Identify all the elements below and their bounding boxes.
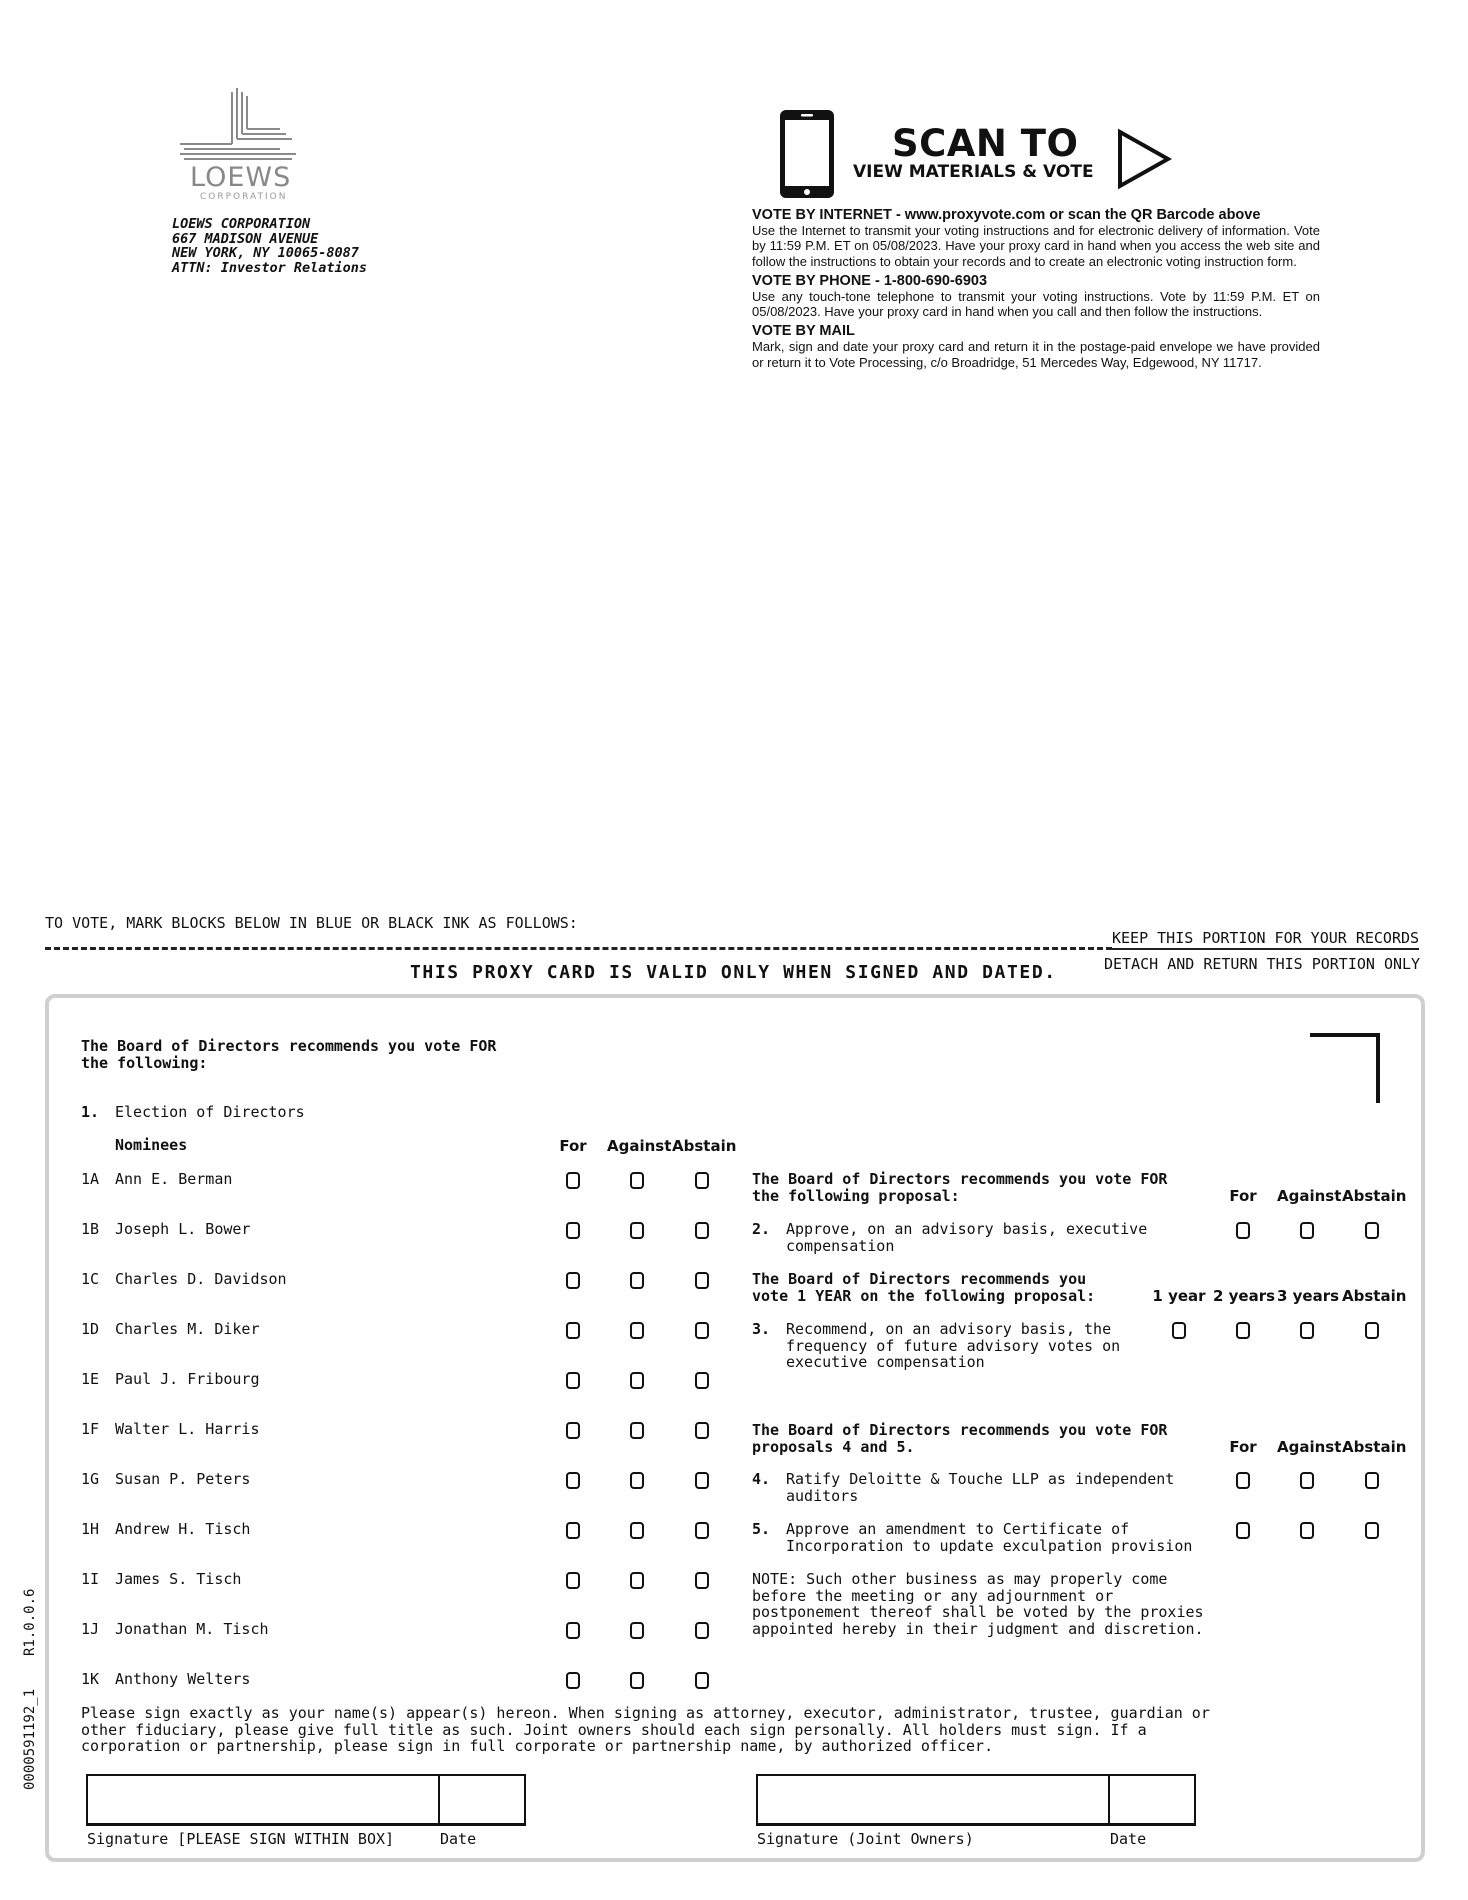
nominee-code: 1F: [81, 1420, 100, 1438]
recommendation-line: The Board of Directors recommends you vote FOR: [752, 1421, 1168, 1439]
nominee-name: Joseph L. Bower: [115, 1220, 251, 1238]
company-logo: [176, 88, 300, 204]
nominee-for-checkbox[interactable]: [566, 1272, 580, 1289]
date-box[interactable]: [438, 1774, 526, 1826]
left-recommendation: [81, 1038, 496, 1071]
p4-abstain-checkbox[interactable]: [1365, 1472, 1379, 1489]
note-line: appointed hereby in their judgment and discretion.: [752, 1619, 1204, 1638]
p45-col-against: Against: [1277, 1438, 1342, 1456]
nominee-for-checkbox[interactable]: [566, 1572, 580, 1589]
proposal-line: compensation: [786, 1236, 895, 1255]
nominee-code: 1G: [81, 1470, 100, 1488]
proposal-line: Ratify Deloitte & Touche LLP as independent: [786, 1470, 1175, 1488]
nominee-code: 1A: [81, 1170, 100, 1188]
nominee-against-checkbox[interactable]: [630, 1672, 644, 1689]
corner-mark: [1310, 1033, 1380, 1103]
joint-date-box[interactable]: [1108, 1774, 1196, 1826]
vote-phone-heading: VOTE BY PHONE - 1-800-690-6903: [752, 272, 988, 289]
recommendation-line: The Board of Directors recommends you vote FOR: [81, 1037, 497, 1055]
proposal-line: frequency of future advisory votes on: [786, 1336, 1121, 1355]
p3-col-abstain: Abstain: [1342, 1287, 1407, 1305]
nominee-code: 1K: [81, 1670, 100, 1688]
p3-col-2years: 2 years: [1213, 1287, 1276, 1305]
p4-text: [786, 1471, 1174, 1504]
nominees-heading: Nominees: [115, 1136, 188, 1154]
recommendation-line: proposals 4 and 5.: [752, 1437, 915, 1456]
proposal-line: auditors: [786, 1486, 859, 1505]
p5-number: 5.: [752, 1520, 771, 1538]
p5-against-checkbox[interactable]: [1300, 1522, 1314, 1539]
rec2: [752, 1171, 1167, 1204]
p2-col-for: For: [1229, 1187, 1257, 1205]
p3-number: 3.: [752, 1320, 771, 1338]
proposal-line: Recommend, on an advisory basis, the: [786, 1320, 1112, 1338]
p2-abstain-checkbox[interactable]: [1365, 1222, 1379, 1239]
recommendation-line: the following:: [81, 1053, 208, 1072]
nominee-code: 1E: [81, 1370, 100, 1388]
col-abstain: Abstain: [672, 1137, 737, 1155]
p4-for-checkbox[interactable]: [1236, 1472, 1250, 1489]
p3-abstain-checkbox[interactable]: [1365, 1322, 1379, 1339]
vote-phone-text: Use any touch-tone telephone to transmit your voting instructions. Vote by 11:59 P.M. ET on 05/08/2023. Have your proxy card in hand when you call and then follow the instructions.: [752, 288, 1320, 320]
nominee-abstain-checkbox[interactable]: [695, 1522, 709, 1539]
p2-number: 2.: [752, 1220, 771, 1238]
p3-1year-checkbox[interactable]: [1172, 1322, 1186, 1339]
note-line: before the meeting or any adjournment or: [752, 1586, 1114, 1605]
p4-against-checkbox[interactable]: [1300, 1472, 1314, 1489]
nominee-name: Paul J. Fribourg: [115, 1370, 260, 1388]
nominee-code: 1C: [81, 1270, 100, 1288]
detach-line: [45, 947, 1112, 950]
note-line: NOTE: Such other business as may properly come: [752, 1570, 1168, 1588]
nominee-name: Charles D. Davidson: [115, 1270, 287, 1288]
note-line: postponement thereof shall be voted by the proxies: [752, 1603, 1204, 1621]
rec3: [752, 1271, 1095, 1304]
nominee-code: 1I: [81, 1570, 100, 1588]
nominee-abstain-checkbox[interactable]: [695, 1272, 709, 1289]
joint-signature-label: Signature (Joint Owners): [757, 1830, 974, 1848]
p2-against-checkbox[interactable]: [1300, 1222, 1314, 1239]
vote-internet-heading: VOTE BY INTERNET - www.proxyvote.com or scan the QR Barcode above: [752, 207, 1261, 223]
nominee-for-checkbox[interactable]: [566, 1672, 580, 1689]
nominee-for-checkbox[interactable]: [566, 1422, 580, 1439]
nominee-for-checkbox[interactable]: [566, 1222, 580, 1239]
nominee-for-checkbox[interactable]: [566, 1472, 580, 1489]
p3-2years-checkbox[interactable]: [1236, 1322, 1250, 1339]
side-code-version: R1.0.0.6: [22, 1588, 38, 1656]
p2-for-checkbox[interactable]: [1236, 1222, 1250, 1239]
p3-text: [786, 1321, 1120, 1371]
item1-label: Election of Directors: [115, 1103, 305, 1121]
address-line: ATTN: Investor Relations: [172, 259, 368, 276]
nominee-code: 1J: [81, 1620, 100, 1638]
joint-signature-box[interactable]: [756, 1774, 1110, 1826]
nominee-against-checkbox[interactable]: [630, 1272, 644, 1289]
nominee-for-checkbox[interactable]: [566, 1372, 580, 1389]
vote-instructions: TO VOTE, MARK BLOCKS BELOW IN BLUE OR BLACK INK AS FOLLOWS:: [45, 914, 578, 932]
valid-note: THIS PROXY CARD IS VALID ONLY WHEN SIGNED AND DATED.: [410, 962, 1057, 983]
note: [752, 1571, 1204, 1637]
nominee-abstain-checkbox[interactable]: [695, 1572, 709, 1589]
vote-mail-text: Mark, sign and date your proxy card and return it in the postage-paid envelope we have provided or return it to Vote Processing, c/o Broadridge, 51 Mercedes Way, Edgewood, NY 11717.: [752, 339, 1320, 370]
nominee-for-checkbox[interactable]: [566, 1522, 580, 1539]
proposal-line: Incorporation to update exculpation provision: [786, 1536, 1193, 1555]
p4-number: 4.: [752, 1470, 771, 1488]
signature-label: Signature [PLEASE SIGN WITHIN BOX]: [87, 1830, 395, 1848]
nominee-abstain-checkbox[interactable]: [695, 1322, 709, 1339]
p5-abstain-checkbox[interactable]: [1365, 1522, 1379, 1539]
nominee-against-checkbox[interactable]: [630, 1222, 644, 1239]
nominee-against-checkbox[interactable]: [630, 1422, 644, 1439]
joint-date-label: Date: [1110, 1830, 1147, 1848]
nominee-against-checkbox[interactable]: [630, 1172, 644, 1189]
company-address: [172, 217, 367, 275]
p5-text: [786, 1521, 1192, 1554]
nominee-name: James S. Tisch: [115, 1570, 242, 1588]
loews-logo-mark: [176, 88, 300, 166]
address-line: NEW YORK, NY 10065-8087: [172, 245, 359, 261]
nominee-name: Andrew H. Tisch: [115, 1520, 251, 1538]
nominee-name: Anthony Welters: [115, 1670, 251, 1688]
p3-col-3years: 3 years: [1277, 1287, 1340, 1305]
p3-3years-checkbox[interactable]: [1300, 1322, 1314, 1339]
scan-title: SCAN TO: [892, 122, 1079, 165]
logo-name: LOEWS: [190, 162, 292, 193]
nominee-against-checkbox[interactable]: [630, 1622, 644, 1639]
item1-number: 1.: [81, 1103, 100, 1121]
nominee-code: 1B: [81, 1220, 100, 1238]
date-label: Date: [440, 1830, 477, 1848]
nominee-code: 1H: [81, 1520, 100, 1538]
p45-col-abstain: Abstain: [1342, 1438, 1407, 1456]
nominee-abstain-checkbox[interactable]: [695, 1672, 709, 1689]
nominee-against-checkbox[interactable]: [630, 1522, 644, 1539]
recommendation-line: The Board of Directors recommends you: [752, 1270, 1087, 1288]
sign-instruction-line: corporation or partnership, please sign in full corporate or partnership name, by authorized officer.: [81, 1737, 994, 1755]
col-against: Against: [607, 1137, 672, 1155]
vote-mail-heading: VOTE BY MAIL: [752, 323, 855, 340]
recommendation-line: The Board of Directors recommends you vote FOR: [752, 1170, 1168, 1188]
nominee-name: Ann E. Berman: [115, 1170, 233, 1188]
play-arrow-icon: [1116, 128, 1172, 195]
nominee-for-checkbox[interactable]: [566, 1322, 580, 1339]
rec45: [752, 1422, 1167, 1455]
nominee-abstain-checkbox[interactable]: [695, 1472, 709, 1489]
nominee-abstain-checkbox[interactable]: [695, 1222, 709, 1239]
side-code-job: 0000591192_1: [22, 1688, 38, 1790]
nominee-against-checkbox[interactable]: [630, 1372, 644, 1389]
p2-text: [786, 1221, 1147, 1254]
scan-subtitle: VIEW MATERIALS & VOTE: [853, 162, 1094, 182]
nominee-against-checkbox[interactable]: [630, 1572, 644, 1589]
nominee-abstain-checkbox[interactable]: [695, 1422, 709, 1439]
nominee-abstain-checkbox[interactable]: [695, 1172, 709, 1189]
proposal-line: Approve, on an advisory basis, executive: [786, 1220, 1148, 1238]
keep-portion-label: KEEP THIS PORTION FOR YOUR RECORDS: [1112, 929, 1419, 950]
logo-subtitle: CORPORATION: [200, 192, 288, 202]
nominee-abstain-checkbox[interactable]: [695, 1372, 709, 1389]
nominee-name: Jonathan M. Tisch: [115, 1620, 269, 1638]
address-line: LOEWS CORPORATION: [172, 216, 311, 232]
voting-instructions: [752, 207, 1320, 370]
nominee-name: Walter L. Harris: [115, 1420, 260, 1438]
detach-portion-label: DETACH AND RETURN THIS PORTION ONLY: [1104, 955, 1421, 973]
nominee-against-checkbox[interactable]: [630, 1322, 644, 1339]
nominee-for-checkbox[interactable]: [566, 1172, 580, 1189]
nominee-name: Charles M. Diker: [115, 1320, 260, 1338]
nominee-name: Susan P. Peters: [115, 1470, 251, 1488]
recommendation-line: the following proposal:: [752, 1186, 960, 1205]
sign-instruction-line: Please sign exactly as your name(s) appear(s) hereon. When signing as attorney, executor, administrator, trustee, guardian or: [81, 1704, 1210, 1722]
vote-internet-text: Use the Internet to transmit your voting instructions and for electronic delivery of information. Vote by 11:59 P.M. ET on 05/08/2023. Have your proxy card in hand when you access the web site and follow the instructions to obtain your records and to create an electronic voting instruction form.: [752, 223, 1320, 269]
nominee-abstain-checkbox[interactable]: [695, 1622, 709, 1639]
proposal-line: Approve an amendment to Certificate of: [786, 1520, 1130, 1538]
nominee-code: 1D: [81, 1320, 100, 1338]
col-for: For: [559, 1137, 587, 1155]
p2-col-against: Against: [1277, 1187, 1342, 1205]
p45-col-for: For: [1229, 1438, 1257, 1456]
signature-box[interactable]: [86, 1774, 440, 1826]
nominee-for-checkbox[interactable]: [566, 1622, 580, 1639]
phone-icon: [778, 108, 836, 205]
p2-col-abstain: Abstain: [1342, 1187, 1407, 1205]
proposal-line: executive compensation: [786, 1353, 985, 1371]
sign-instructions: [81, 1705, 1210, 1755]
nominee-against-checkbox[interactable]: [630, 1472, 644, 1489]
address-line: 667 MADISON AVENUE: [172, 230, 319, 247]
p3-col-1year: 1 year: [1152, 1287, 1206, 1305]
sign-instruction-line: other fiduciary, please give full title as such. Joint owners should each sign personally. All holders must sign. If a: [81, 1720, 1147, 1739]
recommendation-line: vote 1 YEAR on the following proposal:: [752, 1286, 1096, 1305]
p5-for-checkbox[interactable]: [1236, 1522, 1250, 1539]
